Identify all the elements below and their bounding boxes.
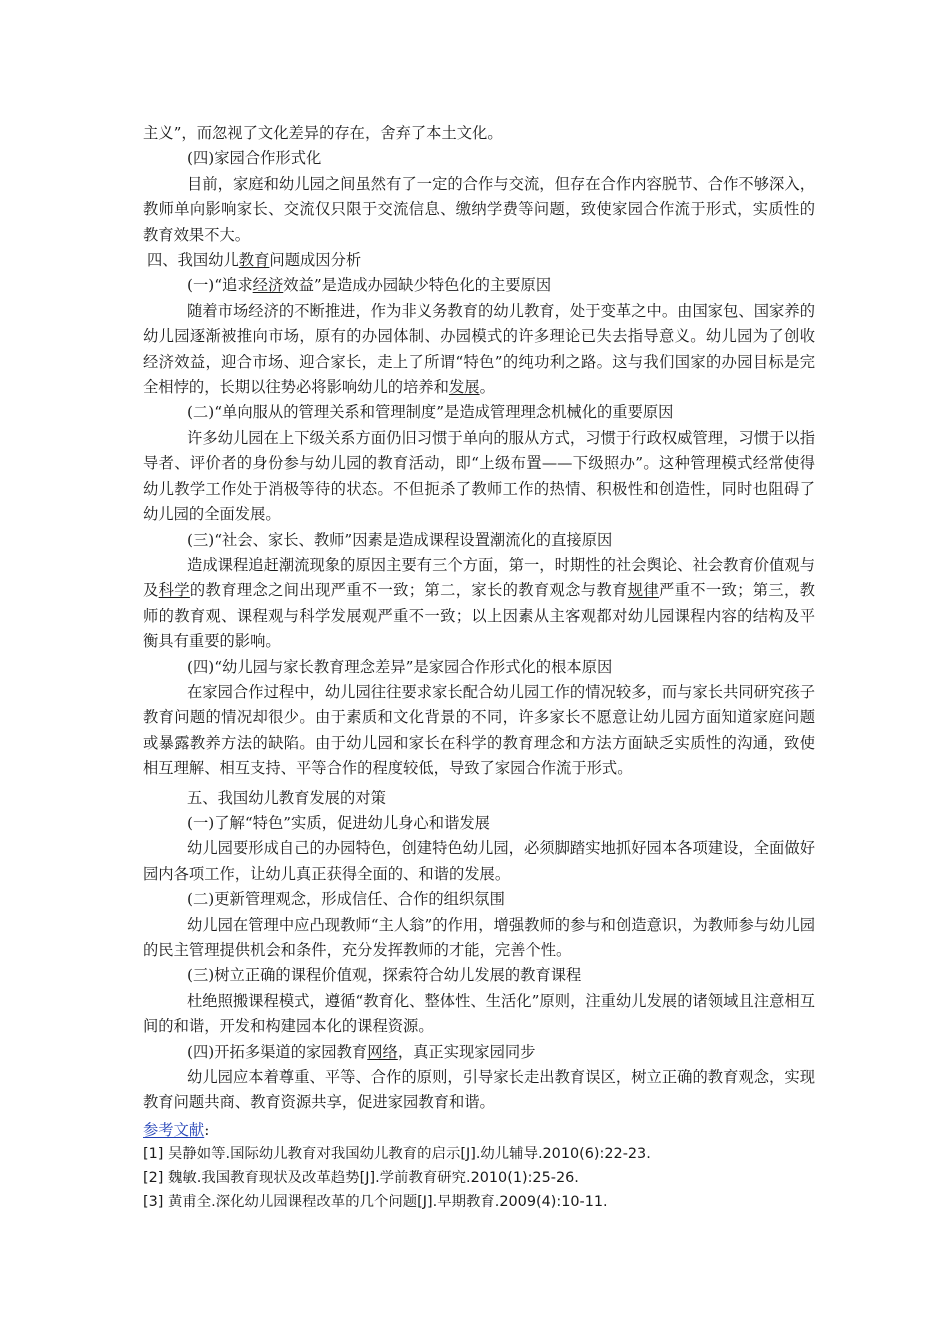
subheading-curriculum-trend: (三)“社会、家长、教师”因素是造成课程设置潮流化的直接原因: [187, 530, 613, 549]
subheading-characteristics: (一)了解“特色”实质，促进幼儿身心和谐发展: [187, 813, 490, 832]
references: [143, 1118, 815, 1215]
link-economy[interactable]: 经济: [252, 276, 284, 295]
subheading-management-concept: (二)更新管理观念，形成信任、合作的组织氛围: [187, 890, 505, 909]
subheading-concept-difference: (四)“幼儿园与家长教育理念差异”是家园合作形式化的根本原因: [187, 657, 613, 676]
section-heading-five: 五、我国幼儿教育发展的对策: [187, 788, 386, 807]
section-heading-four: 四、我国幼儿教育问题成因分析: [147, 251, 362, 270]
article-body: [143, 121, 815, 1214]
paragraph-management-concept: 幼儿园在管理中应凸现教师“主人翁”的作用，增强教师的参与和创造意识，为教师参与幼儿园的民主管理提供机会和条件，充分发挥教师的才能，完善个性。: [143, 915, 815, 959]
link-science[interactable]: 科学: [158, 581, 190, 600]
reference-item: [2] 魏敏.我国教育现状及改革趋势[J].学前教育研究.2010(1):25-26.: [143, 1170, 579, 1187]
paragraph-network: 幼儿园应本着尊重、平等、合作的原则，引导家长走出教育误区，树立正确的教育观念，实现教育问题共商、教育资源共享，促进家园教育和谐。: [143, 1068, 815, 1112]
subheading-network: (四)开拓多渠道的家园教育网络，真正实现家园同步: [187, 1042, 536, 1061]
paragraph-management: 许多幼儿园在上下级关系方面仍旧习惯于单向的服从方式，习惯于行政权威管理，习惯于以指导者、评价者的身份参与幼儿园的教育活动，即“上级布置——下级照办”。这种管理模式经常使得幼儿教学工作处于消极等待的状态。不但扼杀了教师工作的热情、积极性和创造性，同时也阻碍了幼儿园的全面发展。: [143, 428, 815, 524]
link-development[interactable]: 发展: [448, 378, 480, 397]
references-title: 参考文献:: [143, 1120, 210, 1139]
paragraph-market-economy: 随着市场经济的不断推进，作为非义务教育的幼儿教育，处于变革之中。由国家包、国家养的幼儿园逐渐被推向市场，原有的办园体制、办园模式的许多理论已失去指导意义。幼儿园为了创收经济效益，迎合市场、迎合家长，走上了所谓“特色”的纯功利之路。这与我们国家的办园目标是完全相悖的，长期以往势必将影响幼儿的培养和发展。: [143, 301, 815, 397]
subheading-economic-benefit: (一)“追求经济效益”是造成办园缺少特色化的主要原因: [187, 276, 552, 295]
paragraph-continuation: 主义”，而忽视了文化差异的存在，舍弃了本土文化。: [143, 124, 503, 142]
link-network[interactable]: 网络: [367, 1042, 398, 1061]
paragraph-home-school: 目前，家庭和幼儿园之间虽然有了一定的合作与交流，但存在合作内容脱节、合作不够深入，教师单向影响家长、交流仅只限于交流信息、缴纳学费等问题，致使家园合作流于形式，实质性的教育效果不大。: [143, 174, 815, 244]
reference-item: [3] 黄甫全.深化幼儿园课程改革的几个问题[J].早期教育.2009(4):10-11.: [143, 1194, 608, 1211]
link-education[interactable]: 教育: [238, 251, 270, 270]
paragraph-characteristics: 幼儿园要形成自己的办园特色，创建特色幼儿园，必须脚踏实地抓好园本各项建设，全面做好园内各项工作，让幼儿真正获得全面的、和谐的发展。: [143, 839, 815, 883]
subheading-management: (二)“单向服从的管理关系和管理制度”是造成管理理念机械化的重要原因: [187, 403, 674, 422]
reference-item: [1] 吴静如等.国际幼儿教育对我国幼儿教育的启示[J].幼儿辅导.2010(6):22-23.: [143, 1145, 651, 1162]
subheading-curriculum-value: (三)树立正确的课程价值观，探索符合幼儿发展的教育课程: [187, 966, 582, 985]
paragraph-concept-difference: 在家园合作过程中，幼儿园往往要求家长配合幼儿园工作的情况较多，而与家长共同研究孩子教育问题的情况却很少。由于素质和文化背景的不同，许多家长不愿意让幼儿园方面知道家庭问题或暴露教养方法的缺陷。由于幼儿园和家长在科学的教育理念和方法方面缺乏实质性的沟通，致使相互理解、相互支持、平等合作的程度较低，导致了家园合作流于形式。: [143, 682, 815, 778]
paragraph-curriculum-trend: 造成课程追赶潮流现象的原因主要有三个方面，第一，时期性的社会舆论、社会教育价值观与及科学的教育理念之间出现严重不一致；第二，家长的教育观念与教育规律严重不一致；第三，教师的教育观、课程观与科学发展观严重不一致；以上因素从主客观都对幼儿园课程内容的结构及平衡具有重要的影响。: [143, 555, 815, 651]
references-link[interactable]: 参考文献: [143, 1120, 205, 1139]
subheading-home-school-formalization: (四)家园合作形式化: [187, 149, 322, 168]
link-law[interactable]: 规律: [627, 581, 659, 600]
paragraph-curriculum-value: 杜绝照搬课程模式，遵循“教育化、整体性、生活化”原则，注重幼儿发展的诸领域且注意相互间的和谐，开发和构建园本化的课程资源。: [143, 991, 815, 1036]
